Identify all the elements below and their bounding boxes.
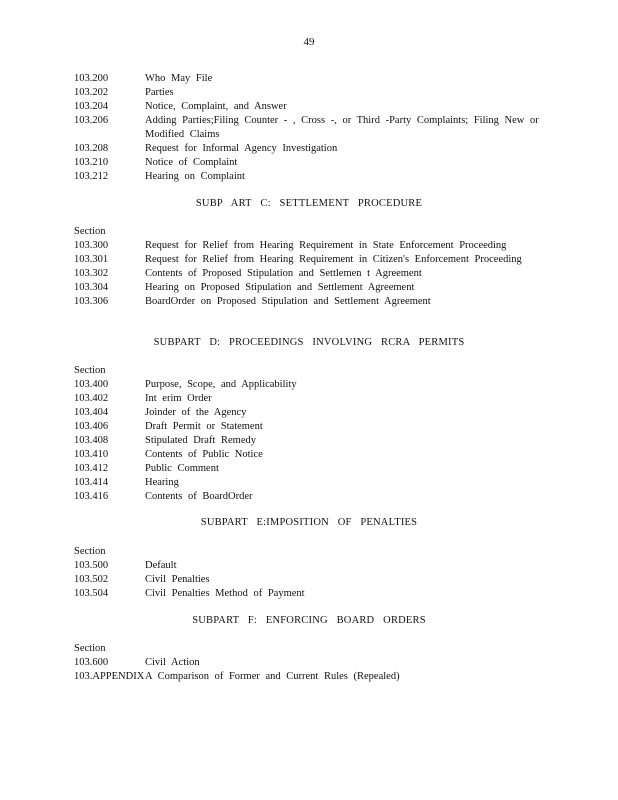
section-title: Civil Penalties Method of Payment bbox=[145, 588, 305, 599]
list-item bbox=[74, 573, 544, 587]
list-item bbox=[74, 86, 544, 100]
section-number: 103.300 bbox=[74, 240, 109, 251]
section-title: Request for Informal Agency Investigation bbox=[145, 143, 338, 154]
section-number: 103.406 bbox=[74, 421, 109, 432]
section-title: Notice of Complaint bbox=[145, 157, 238, 168]
section-number: 103.306 bbox=[74, 296, 109, 307]
section-title: Contents of Public Notice bbox=[145, 449, 263, 460]
section-number: 103.502 bbox=[74, 574, 109, 585]
section-number: 103.204 bbox=[74, 101, 109, 112]
section-title: Int erim Order bbox=[145, 393, 212, 404]
list-item bbox=[74, 656, 544, 670]
list-item bbox=[74, 100, 544, 114]
section-label: Section bbox=[74, 546, 106, 557]
section-number: 103.304 bbox=[74, 282, 109, 293]
list-item bbox=[74, 420, 544, 434]
subpart-c-heading: SUBP ART C: SETTLEMENT PROCEDURE bbox=[195, 198, 423, 209]
section-number: 103.400 bbox=[74, 379, 109, 390]
subpart-d-list bbox=[74, 364, 544, 504]
section-number: 103.404 bbox=[74, 407, 109, 418]
section-title: Request for Relief from Hearing Requirement in State Enforcement Proceeding bbox=[145, 240, 507, 251]
section-title: Notice, Complaint, and Answer bbox=[145, 101, 287, 112]
section-number: 103.202 bbox=[74, 87, 109, 98]
section-number: 103.504 bbox=[74, 588, 109, 599]
section-number: 103.410 bbox=[74, 449, 109, 460]
list-item bbox=[74, 281, 544, 295]
section-number: 103.416 bbox=[74, 491, 109, 502]
list-item bbox=[74, 239, 544, 253]
section-title: Civil Penalties bbox=[145, 574, 210, 585]
subpart-d-heading: SUBPART D: PROCEEDINGS INVOLVING RCRA PERMITS bbox=[153, 337, 465, 348]
section-title: Draft Permit or Statement bbox=[145, 421, 263, 432]
list-item bbox=[74, 142, 544, 156]
list-item bbox=[74, 559, 544, 573]
section-title: Who May File bbox=[145, 73, 213, 84]
section-number: 103.500 bbox=[74, 560, 109, 571]
list-item bbox=[74, 406, 544, 420]
section-title: BoardOrder on Proposed Stipulation and Settlement Agreement bbox=[145, 296, 431, 307]
list-item bbox=[74, 253, 544, 267]
list-item bbox=[74, 156, 544, 170]
section-label: Section bbox=[74, 643, 106, 654]
subpart-b-list bbox=[74, 72, 544, 184]
section-title: Parties bbox=[145, 87, 174, 98]
section-title: Public Comment bbox=[145, 463, 219, 474]
list-item bbox=[74, 448, 544, 462]
subpart-c-list bbox=[74, 225, 544, 309]
section-title: Contents of Proposed Stipulation and Settlemen t Agreement bbox=[145, 268, 422, 279]
list-item bbox=[74, 295, 544, 309]
section-number: 103.412 bbox=[74, 463, 109, 474]
subpart-e-list bbox=[74, 545, 544, 601]
section-number: 103.302 bbox=[74, 268, 109, 279]
section-title: Hearing bbox=[145, 477, 179, 488]
section-title: Stipulated Draft Remedy bbox=[145, 435, 256, 446]
subpart-f-list bbox=[74, 642, 544, 684]
section-title: Civil Action bbox=[145, 657, 200, 668]
section-number: 103.414 bbox=[74, 477, 109, 488]
section-title: Joinder of the Agency bbox=[145, 407, 247, 418]
section-number: 103.600 bbox=[74, 657, 109, 668]
section-number: 103.200 bbox=[74, 73, 109, 84]
section-number: 103.208 bbox=[74, 143, 109, 154]
section-title: Contents of BoardOrder bbox=[145, 491, 253, 502]
list-item bbox=[74, 587, 544, 601]
section-title: Hearing on Complaint bbox=[145, 171, 245, 182]
section-title: Request for Relief from Hearing Requirement in Citizen's Enforcement Proceeding bbox=[145, 254, 522, 265]
list-item bbox=[74, 462, 544, 476]
list-item bbox=[74, 670, 544, 684]
list-item bbox=[74, 378, 544, 392]
section-number: 103.APPENDIX bbox=[74, 671, 145, 682]
section-number: 103.212 bbox=[74, 171, 109, 182]
list-item bbox=[74, 267, 544, 281]
section-title: A Comparison of Former and Current Rules (Repealed) bbox=[145, 671, 400, 682]
page-number: 49 bbox=[303, 36, 315, 48]
list-item bbox=[74, 434, 544, 448]
section-title: Default bbox=[145, 560, 177, 571]
subpart-f-heading: SUBPART F: ENFORCING BOARD ORDERS bbox=[192, 615, 426, 626]
section-label: Section bbox=[74, 226, 106, 237]
list-item bbox=[74, 72, 544, 86]
subpart-e-heading: SUBPART E:IMPOSITION OF PENALTIES bbox=[200, 517, 418, 528]
section-title: Hearing on Proposed Stipulation and Settlement Agreement bbox=[145, 282, 415, 293]
section-number: 103.402 bbox=[74, 393, 109, 404]
section-number: 103.206 bbox=[74, 115, 109, 126]
list-item bbox=[74, 392, 544, 406]
section-title: Purpose, Scope, and Applicability bbox=[145, 379, 297, 390]
list-item bbox=[74, 170, 544, 184]
section-title: Adding Parties;Filing Counter - , Cross -, or Third -Party Complaints; Filing New or Modified Claims bbox=[145, 115, 539, 140]
section-number: 103.210 bbox=[74, 157, 109, 168]
section-number: 103.408 bbox=[74, 435, 109, 446]
section-label: Section bbox=[74, 365, 106, 376]
section-number: 103.301 bbox=[74, 254, 109, 265]
list-item bbox=[74, 476, 544, 490]
list-item bbox=[74, 114, 544, 142]
list-item bbox=[74, 490, 544, 504]
